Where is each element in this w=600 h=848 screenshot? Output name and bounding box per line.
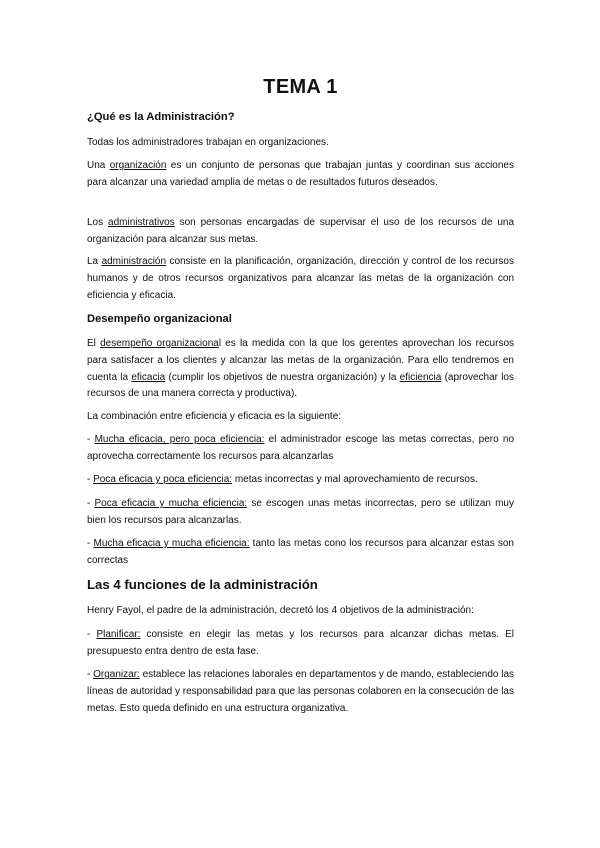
paragraph: La administración consiste en la planificación, organización, dirección y control de los recursos humanos y de otros recursos organizativos para alcanzar las metas de la organización con eficiencia y eficacia. <box>87 256 514 301</box>
section-heading-que-es: ¿Qué es la Administración? <box>87 111 235 123</box>
section-heading-desempeno: Desempeño organizacional <box>87 313 232 325</box>
page-title: TEMA 1 <box>263 76 338 98</box>
list-item: - Poca eficacia y mucha eficiencia: se escogen unas metas incorrectas, pero se utilizan muy bien los recursos para alcanzarlas. <box>87 498 514 526</box>
paragraph: La combinación entre eficiencia y eficacia es la siguiente: <box>87 411 342 422</box>
list-item: - Mucha eficacia, pero poca eficiencia: el administrador escoge las metas correctas, pero no aprovecha correctamente los recursos para alcanzarlas <box>87 434 515 462</box>
list-item: - Organizar: establece las relaciones laborales en departamentos y de mando, estableciendo las líneas de autoridad y responsabilidad para que las personas colaboren en la consecución de las metas. Esto queda definido en una estructura organizativa. <box>87 669 515 714</box>
section-heading-funciones: Las 4 funciones de la administración <box>87 577 318 592</box>
paragraph: Todas los administradores trabajan en organizaciones. <box>87 137 329 148</box>
paragraph: Una organización es un conjunto de personas que trabajan juntas y coordinan sus acciones para alcanzar una variedad amplia de metas o de resultados futuros deseados. <box>87 160 514 188</box>
list-item: - Planificar: consiste en elegir las metas y los recursos para alcanzar dichas metas. El presupuesto entra dentro de esta fase. <box>87 629 515 657</box>
list-item: - Poca eficacia y poca eficiencia: metas incorrectas y mal aprovechamiento de recursos. <box>87 474 478 485</box>
paragraph: Los administrativos son personas encargadas de supervisar el uso de los recursos de una organización para alcanzar sus metas. <box>87 217 515 245</box>
paragraph: El desempeño organizacional es la medida con la que los gerentes aprovechan los recursos para satisfacer a los clientes y alcanzar las metas de la organización. Para ello tendremos en cuenta la eficacia (cumplir los objetivos de nuestra organización) y la eficiencia (aprovechar los recursos de una manera correcta y productiva). <box>87 338 515 400</box>
paragraph: Henry Fayol, el padre de la administración, decretó los 4 objetivos de la administración: <box>87 605 474 616</box>
list-item: - Mucha eficacia y mucha eficiencia: tanto las metas cono los recursos para alcanzar estas son correctas <box>87 538 514 566</box>
